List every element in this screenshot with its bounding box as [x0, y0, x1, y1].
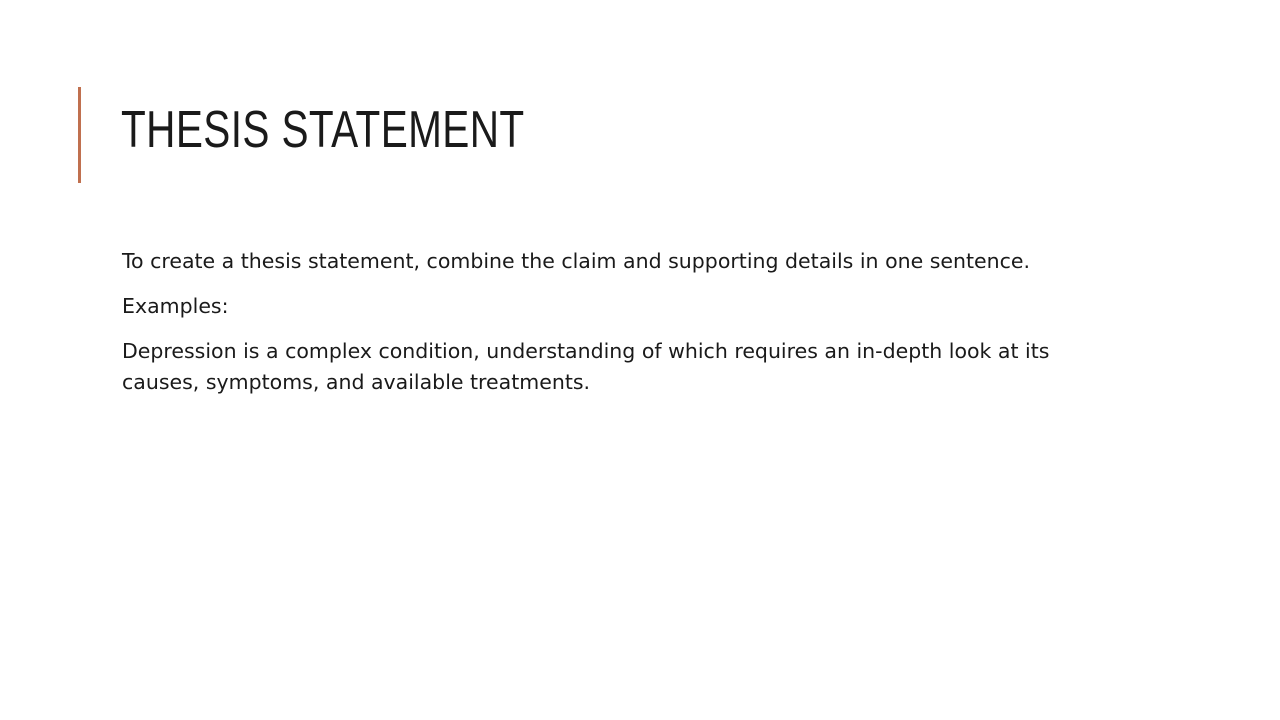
- slide-body: [122, 246, 1122, 412]
- title-accent-bar: [78, 87, 81, 183]
- body-paragraph-instruction: To create a thesis statement, combine the claim and supporting details in one sentence.: [122, 249, 1031, 273]
- body-paragraph-example: Depression is a complex condition, understanding of which requires an in-depth look at its causes, symptoms, and available treatments.: [122, 339, 1050, 394]
- body-paragraph-examples-label: Examples:: [122, 294, 229, 318]
- slide-title: THESIS STATEMENT: [121, 101, 525, 159]
